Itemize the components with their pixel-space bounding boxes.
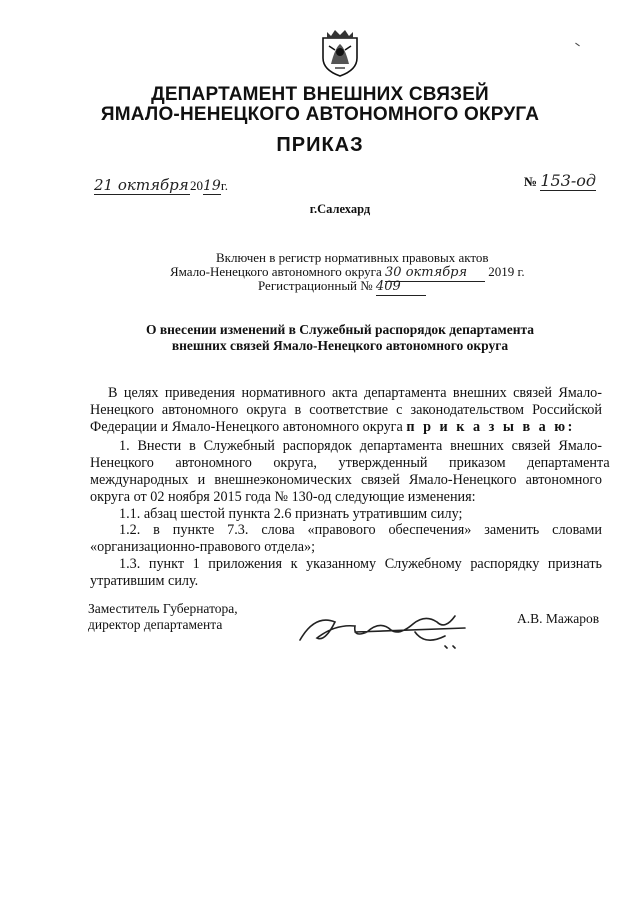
coat-of-arms-icon	[313, 24, 367, 78]
department-name-line2: ЯМАЛО-НЕНЕЦКОГО АВТОНОМНОГО ОКРУГА	[100, 104, 540, 125]
registry-line1: Включен в регистр нормативных правовых актов	[216, 250, 489, 265]
year-suffix: г.	[220, 178, 228, 193]
order-title-line2: внешних связей Ямало-Ненецкого автономного округа	[171, 338, 509, 353]
department-name-line1: ДЕПАРТАМЕНТ ВНЕШНИХ СВЯЗЕЙ	[151, 84, 489, 105]
document-type: ПРИКАЗ	[276, 134, 364, 156]
item1-line3: международных и внешнеэкономических связей Ямало-Ненецкого автономного	[90, 472, 602, 488]
registry-date-handwritten: 30 октября	[385, 264, 485, 282]
number-sign: №	[524, 174, 538, 189]
handwritten-signature	[295, 602, 475, 654]
signatory-name: А.В. Мажаров	[517, 611, 600, 626]
item1-2-line1: 1.2. в пункте 7.3. слова «правового обеспечения» заменить словами	[119, 522, 602, 538]
preamble-line3	[90, 419, 575, 436]
corner-mark	[575, 43, 580, 47]
preamble-line3-text: Федерации и Ямало-Ненецкого автономного округа	[90, 419, 403, 435]
date-handwritten: 21 октября	[94, 176, 189, 194]
item1-line2: Ненецкого автономного округа, утвержденный приказом департамента	[90, 455, 610, 471]
order-verb: п р и к а з ы в а ю:	[406, 419, 575, 435]
item1-1: 1.1. абзац шестой пункта 2.6 признать утратившим силу;	[119, 506, 463, 522]
registry-year: 2019 г.	[488, 264, 525, 279]
registry-number-label: Регистрационный №	[258, 278, 373, 293]
preamble-line2: Ненецкого автономного округа в соответствие с законодательством Российской	[90, 402, 602, 418]
number-handwritten: 153-од	[540, 171, 597, 190]
order-date	[94, 176, 228, 195]
registry-number-handwritten: 409	[376, 278, 426, 296]
year-prefix: 20	[190, 178, 203, 193]
item1-line4: округа от 02 ноября 2015 года № 130-од следующие изменения:	[90, 489, 476, 505]
registry-region: Ямало-Ненецкого автономного округа	[170, 264, 382, 279]
item1-3-line2: утратившим силу.	[90, 573, 199, 589]
registry-line3	[258, 277, 426, 296]
order-title-line1: О внесении изменений в Служебный распорядок департамента	[145, 322, 535, 337]
item1-2-line2: «организационно-правового отдела»;	[90, 539, 316, 555]
city: г.Салехард	[309, 202, 371, 216]
signatory-position-line2: директор департамента	[88, 617, 223, 632]
item1-line1: 1. Внести в Служебный распорядок департамента внешних связей Ямало-	[119, 438, 602, 454]
preamble-line1: В целях приведения нормативного акта департамента внешних связей Ямало-	[108, 385, 602, 401]
signatory-position-line1: Заместитель Губернатора,	[88, 601, 238, 616]
item1-3-line1: 1.3. пункт 1 приложения к указанному Служебному распорядку признать	[119, 556, 602, 572]
year-handwritten: 19	[203, 178, 221, 194]
order-number	[524, 171, 596, 190]
